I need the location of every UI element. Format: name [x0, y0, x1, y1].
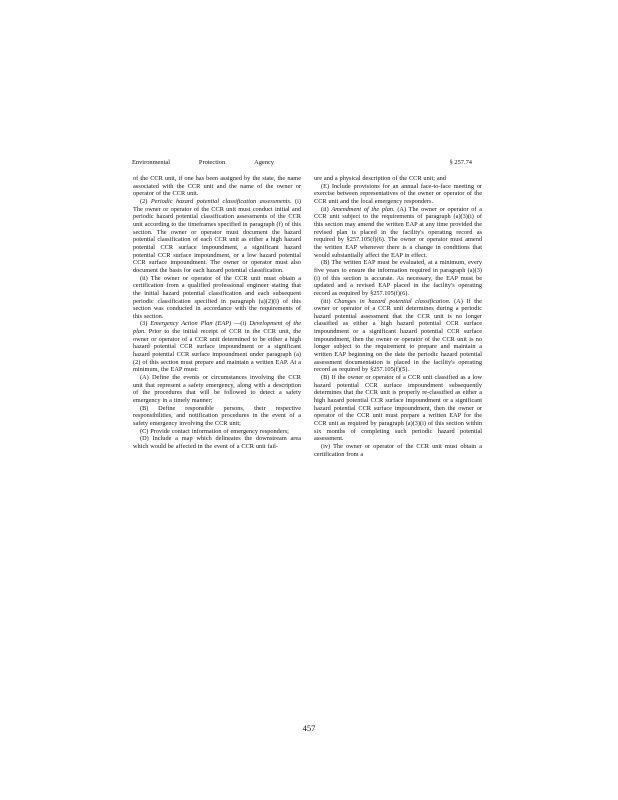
paragraph-text: (A) If the owner or operator of a CCR unit determines during a periodic hazard potential assessment that the CCR unit is no longer classified as either a high hazard potential CCR surface impoundment or a significant hazard potential CCR surface impoundment, then the owner or operator of the CCR unit is no longer subject to the requirement to prepare and maintain a written EAP beginning on the date the periodic hazard potential assessment documentation is placed in the facility's operating record as required by §257.105(f)(5).: [314, 297, 482, 374]
paragraph: [133, 405, 301, 428]
paragraph-text: (A) Define the events or circumstances involving the CCR unit that represent a safety emergency, along with a description of the procedures that will be followed to detect a safety emergency in a timely manner;: [133, 374, 301, 405]
paragraph-text: (3): [140, 320, 151, 328]
paragraph: [133, 175, 301, 198]
page-number: 457: [302, 723, 316, 733]
paragraph-heading: Development of the plan.: [133, 320, 302, 336]
paragraph-heading: Changes in hazard potential classification.: [334, 297, 451, 305]
left-column: [133, 175, 301, 451]
paragraph: [133, 435, 301, 450]
paragraph: [133, 275, 301, 321]
paragraph-text: of the CCR unit, if one has been assigned by the state, the name associated with the CCR unit and the name of the owner or operator of the CCR unit.: [133, 175, 301, 198]
paragraph-text: ure and a physical description of the CCR unit; and: [314, 175, 446, 182]
paragraph-heading: Periodic hazard potential classification assessments.: [150, 197, 292, 205]
paragraph-text: (A) The owner or operator of a CCR unit subject to the requirements of paragraph (a)(3)(i) of this section may amend the written EAP at any time provided the revised plan is placed in the facility's operating record as required by §257.105(f)(6). The owner or operator must amend the written EAP whenever there is a change in conditions that would substantially affect the EAP in effect.: [314, 205, 482, 259]
right-column: [314, 175, 482, 458]
paragraph: [314, 259, 482, 297]
paragraph-heading: Amendment of the plan.: [331, 205, 395, 213]
paragraph-heading: Emergency Action Plan (EAP): [150, 320, 232, 328]
paragraph-text: Prior to the initial receipt of CCR in the CCR unit, the owner or operator of a CCR unit determined to be either a high hazard potential CCR surface impoundment or a significant hazard potential CCR surface impoundment under paragraph (a)(2) of this section must prepare and maintain a written EAP. At a minimum, the EAP must:: [133, 328, 301, 374]
paragraph: [314, 183, 482, 206]
paragraph: [133, 320, 301, 374]
paragraph-text: (C) Provide contact information of emergency responders;: [140, 427, 289, 435]
paragraph-text: (2): [140, 197, 151, 205]
paragraph: [314, 298, 482, 375]
paragraph: [133, 374, 301, 405]
paragraph-text: (B) Define responsible persons, their respective responsibilities, and notification procedures in the event of a safety emergency involving the CCR unit;: [133, 404, 301, 427]
paragraph-text: (E) Include provisions for an annual face-to-face meeting or exercise between representatives of the owner or operator of the CCR unit and the local emergency responders.: [314, 182, 482, 205]
paragraph: [314, 443, 482, 458]
paragraph-text: (B) The written EAP must be evaluated, at a minimum, every five years to ensure the information required in paragraph (a)(3)(i) of this section is accurate. As necessary, the EAP must be updated and a revised EAP placed in the facility's operating record as required by §257.105(f)(6).: [314, 259, 482, 297]
paragraph-text: —(i): [231, 320, 250, 328]
paragraph: [133, 428, 301, 436]
paragraph-text: (B) If the owner or operator of a CCR unit classified as a low hazard potential CCR surface impoundment subsequently determines that the CCR unit is properly re-classified as either a high hazard potential CCR surface impoundment or a significant hazard potential CCR surface impoundment, then the owner or operator of the CCR unit must prepare a written EAP for the CCR unit as required by paragraph (a)(3)(i) of this section within six months of completing such periodic hazard potential assessment.: [314, 374, 482, 443]
paragraph: [314, 175, 482, 183]
paragraph: [314, 206, 482, 260]
paragraph-text: (ii): [321, 205, 332, 213]
header-word: Environmental: [132, 159, 170, 166]
running-header-left: [132, 159, 274, 167]
header-word: Protection: [198, 159, 226, 166]
paragraph-text: (iii): [321, 297, 335, 305]
paragraph: [133, 198, 301, 275]
paragraph-text: (D) Include a map which delineates the downstream area which would be affected in the event of a CCR unit fail-: [133, 435, 301, 450]
paragraph-text: (iv) The owner or operator of the CCR unit must obtain a certification from a: [314, 442, 482, 458]
section-header: § 257.74: [449, 159, 472, 166]
paragraph-text: (i) The owner or operator of the CCR unit must conduct initial and periodic hazard potential classification assessments of the CCR unit according to the timeframes specified in paragraph (f) of this section. The owner or operator must document the hazard potential classification of each CCR unit as either a high hazard potential CCR surface impoundment, a significant hazard potential CCR surface impoundment, or a low hazard potential CCR surface impoundment. The owner or operator must also document the basis for each hazard potential classification.: [133, 197, 301, 274]
header-word: Agency: [254, 159, 274, 166]
paragraph-text: (ii) The owner or operator of the CCR unit must obtain a certification from a qualified professional engineer stating that the initial hazard potential classification and each subsequent periodic classification specified in paragraph (a)(2)(i) of this section was conducted in accordance with the requirements of this section.: [133, 274, 301, 320]
paragraph: [314, 374, 482, 443]
